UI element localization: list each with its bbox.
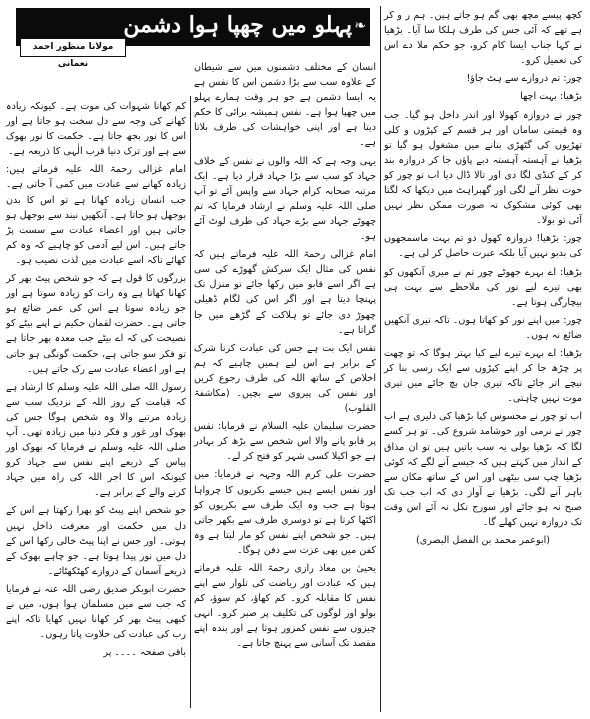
paragraph: حضرت سلیمان علیہ السلام نے فرمایا: نفس پر قابو پانے والا اس شخص سے بڑھ کر بہادر ہے جو اکیلا کسی شہر کو فتح کر لے۔ xyxy=(194,421,376,463)
middle-column xyxy=(194,60,376,655)
paragraph: امام غزالی رحمۃ اللہ علیہ فرماتے ہیں: زیادہ کھانے سے عبادت میں کمی آ جاتی ہے۔ جب انسان زیادہ کھاتا ہے تو اس کا بدن بوجھل ہو جاتا ہے۔ آنکھیں نیند سے بوجھل ہو جاتی ہیں اور اعضاء عبادت سے سست پڑ جاتے ہیں۔ اس لیے آدمی کو چاہیے کہ وہ کم کھائے تاکہ اسے عبادت میں لذت نصیب ہو۔ xyxy=(6,164,186,266)
right-column xyxy=(384,8,582,551)
paragraph: چور نے دروازہ کھولا اور اندر داخل ہو گیا۔ جب وہ قیمتی سامان اور ہر قسم کے کپڑوں و کلی تھڑیوں کی گٹھڑی بنانے میں مشغول ہو گیا تو بڑھیا نے آہستہ آہستہ دبے پاؤں جا کر دروازہ بند کر کے کنڈی لگا دی اور تالا ڈال دیا اب تو چور کو حوت نظر آنے لگی اور گھبراہٹ میں دیکھا کہ لگتا بھی کوئی مشکوک نہ صورت ممکن نظر نہیں آئی تو بولا۔ xyxy=(384,109,582,227)
paragraph: کچھ پیسے مچھ بھی گم ہو جاتے ہیں۔ ہم ر و کر ہے تھے کہ آئی جس کی طرف ہلکا سا آیا۔ بڑھیا نے کہا جناب ایسا کام کرو، جو حکم ملا دے اس کی تعمیل کرو۔ xyxy=(384,10,582,67)
column-divider-left xyxy=(190,96,191,708)
ornament-icon: ❧ xyxy=(354,18,366,34)
paragraph: چور: میں اپنے نور کو کھاتا ہوں۔ تاکہ تیری آنکھیں ضائع نہ ہوں۔ xyxy=(384,314,582,341)
paragraph: انسان کے مختلف دشمنوں میں سے شیطان کے علاوہ سب سے بڑا دشمن اس کا نفس ہے یہ ایسا دشمن ہے جو ہر وقت ہمارے پہلو میں چھپا ہوا ہے۔ نفس ہمیشہ برائی کا حکم دیتا ہے اور اپنی خواہشات کی طرف بلاتا ہے۔ xyxy=(194,62,376,149)
paragraph: چور: تم دروازے سے ہٹ جاؤ! xyxy=(466,73,582,85)
article-title: پہلو میں چھپا ہوا دشمن xyxy=(123,12,352,38)
paragraph: چور: بڑھیا! دروازہ کھول دو تم بہت ماسمجھوں کی بدبو نہیں آیا بلکہ عبرت حاصل کر لی ہے۔ xyxy=(384,233,582,260)
paragraph: جو شخص اپنے پیٹ کو بھرا رکھتا ہے اس کے دل میں حکمت اور معرفت داخل نہیں ہوتی۔ اور جس نے اپنا پیٹ خالی رکھا اس کے دل میں نور پیدا ہوتا ہے۔ جو چاہے بھوک کے ذریعے آسمان کے دروازے کھٹکھٹائے۔ xyxy=(6,505,186,577)
paragraph: یحییٰ بن معاذ رازی رحمۃ اللہ علیہ فرماتے ہیں کہ عبادت اور ریاضت کی تلوار سے اپنے نفس کا مقابلہ کرو۔ کم کھاؤ، کم سوؤ، کم بولو اور لوگوں کی تکلیف پر صبر کرو۔ انہی چیزوں سے نفس کمزور ہوتا ہے اور بندہ اپنے مقصد تک آسانی سے پہنچ جاتا ہے۔ xyxy=(194,563,376,650)
paragraph: رسول اللہ صلی اللہ علیہ وسلم کا ارشاد ہے کہ قیامت کے روز اللہ کے نزدیک سب سے زیادہ مرتبے والا وہ شخص ہوگا جس کی بھوک اور غور و فکر دنیا میں زیادہ تھی۔ آپ صلی اللہ علیہ وسلم نے فرمایا کہ بھوک اور پیاس کے ذریعے اپنے نفس سے جہاد کرو کیونکہ اس کا اجر اللہ کی راہ میں جہاد کرنے والے کے برابر ہے۔ xyxy=(6,381,186,499)
paragraph: امام غزالی رحمۃ اللہ علیہ فرماتے ہیں کہ نفس کی مثال ایک سرکش گھوڑے کی سی ہے اگر اسے قابو میں رکھا جائے تو منزل تک پہنچا دیتا ہے اور اگر اس کی لگام ڈھیلی چھوڑ دی جائے تو ہلاکت کے گڑھے میں جا گراتا ہے۔ xyxy=(194,249,376,336)
paragraph: یہی وجہ ہے کہ اللہ والوں نے نفس کے خلاف جہاد کو سب سے بڑا جہاد قرار دیا ہے۔ ایک مرتبہ صحابہ کرام جہاد سے واپس آئے تو آپ صلی اللہ علیہ وسلم نے ارشاد فرمایا کہ تم چھوٹے جہاد سے بڑے جہاد کی طرف لوٹ آئے ہو۔ xyxy=(194,155,376,243)
left-column xyxy=(6,99,186,663)
paragraph: بڑھیا: اے بہرے جھوٹے چور تم نے میری آنکھوں کو بھی تیرے لیے نور کی ملاحظے سے بہت ہی بیچارگی ہوتا ہے۔ xyxy=(384,266,582,308)
continued-note: باقی صفحہ ۔۔۔۔ پر xyxy=(103,647,186,659)
column-divider-right xyxy=(380,6,381,712)
paragraph: کم کھانا شہوات کی موت ہے۔ کیونکہ زیادہ کھانے کی وجہ سے دل سخت ہو جاتا ہے اور اس کا نور بجھ جاتا ہے۔ حکمت کا نور بھوک سے ہے اور ترک دنیا قرب الٰہی کا ذریعہ ہے۔ xyxy=(6,101,186,158)
paragraph: بزرگوں کا قول ہے کہ جو شخص پیٹ بھر کر کھانا کھاتا ہے وہ رات کو زیادہ سوتا ہے اور جو زیادہ سوتا ہے اس کی عمر ضائع ہو جاتی ہے۔ حضرت لقمان حکیم نے اپنے بیٹے کو نصیحت کی کہ اے بیٹے جب معدہ بھر جاتا ہے تو فکر سو جاتی ہے، حکمت گونگی ہو جاتی ہے اور اعضاء عبادت سے رک جاتے ہیں۔ xyxy=(6,273,186,375)
paragraph: نفس ایک بت ہے جس کی عبادت کرنا شرک کے برابر ہے اس لیے ہمیں چاہیے کہ ہم اخلاص کے ساتھ اللہ کی طرف رجوع کریں اور نفس کی پیروی سے بچیں۔ (مکاشفۃ القلوب) xyxy=(194,342,376,415)
author-byline: مولانا منظور احمد نعمانی xyxy=(20,38,126,57)
paragraph: بڑھیا: بہت اچھا xyxy=(520,91,582,103)
paragraph: حضرت علی کرم اللہ وجہہ نے فرمایا: میں اور نفس ایسے ہیں جیسے بکریوں کا چرواہا ہوتا ہے جب وہ ایک طرف سے بکریوں کو اکٹھا کرتا ہے تو دوسری طرف سے بکھر جاتی ہیں۔ جو شخص اپنے نفس کو مار لیتا ہے وہ کفن میں بھی عزت سے دفن ہوگا۔ xyxy=(194,469,376,556)
source-credit: (ابوعمر محمد بن الفضل البصری) xyxy=(415,535,551,547)
paragraph: بڑھیا: اے بہرے تیرے لیے کیا بہتر ہوگا کہ تو چھت پر چڑھ جا کر اپنے کپڑوں سے ایک رسی بنا کر نیچے اتر جائے تاکہ تیری جان بچ جائے میں تیری موت نہیں چاہتی۔ xyxy=(384,347,582,405)
paragraph: اب تو چور نے محسوس کیا بڑھیا کی دلیری ہے اب چور نے نرمی اور خوشامد شروع کی۔ تو ہر کسے لگا کہ بڑھیا بولی یہ سب باتیں ہیں تو ان مذاق کے انداز میں کہتے ہیں کہ جیسے آنے لگے کہ کوئی بڑھیا چپ سی بیٹھی اور اس کے ساتھ مکان سے باہر آنے لگی۔ بڑھیا نے آواز دی کہ اب جب تک صبح نہ ہو جائے اور سورج نکل نہ آئے اس وقت تک دروازہ نہیں کھلے گا۔ xyxy=(384,411,582,528)
paragraph: حضرت ابوبکر صدیق رضی اللہ عنہ نے فرمایا کہ جب سے میں مسلمان ہوا ہوں، میں نے کبھی پیٹ بھر کر کھانا نہیں کھایا تاکہ اپنے رب کی عبادت کی حلاوت پاتا رہوں۔ xyxy=(6,583,186,641)
